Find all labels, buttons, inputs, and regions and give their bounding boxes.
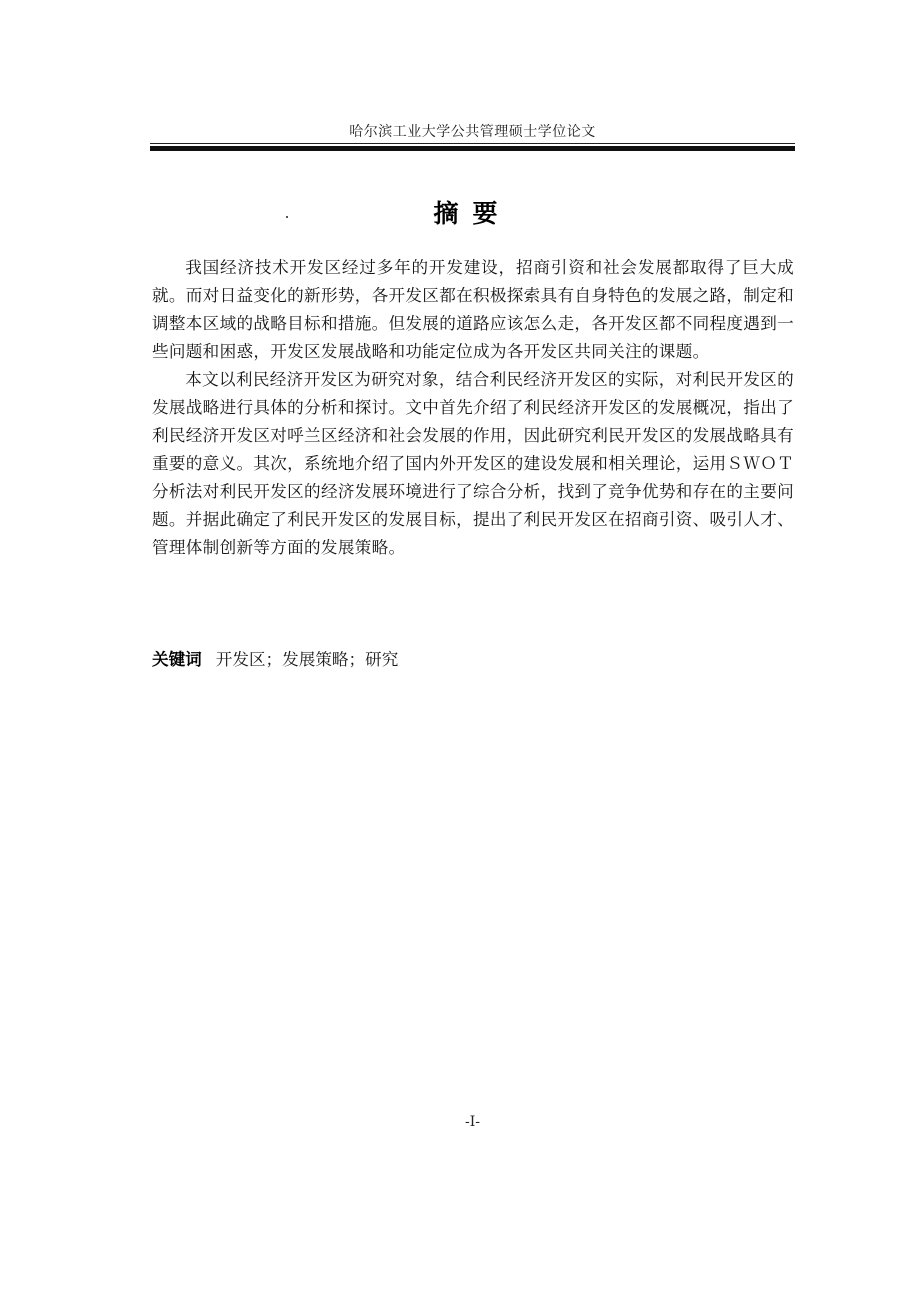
page-number: -I- xyxy=(465,1114,480,1130)
keywords-label: 关键词 xyxy=(152,649,202,669)
abstract-title: 摘要 xyxy=(433,199,512,228)
header-rule-thin xyxy=(150,143,795,144)
running-header-title: 哈尔滨工业大学公共管理硕士学位论文 xyxy=(349,124,596,140)
keywords-value: 开发区；发展策略；研究 xyxy=(215,650,399,669)
keywords-line xyxy=(152,645,794,674)
abstract-paragraph-1: 我国经济技术开发区经过多年的开发建设，招商引资和社会发展都取得了巨大成就。而对日益变化的新形势，各开发区都在积极探索具有自身特色的发展之路，制定和调整本区域的战略目标和措施。但发展的道路应该怎么走，各开发区都不同程度遇到一些问题和困惑，开发区发展战略和功能定位成为各开发区共同关注的课题。 xyxy=(152,258,794,361)
header-rule-thick xyxy=(150,146,795,151)
abstract-paragraph-2: 本文以利民经济开发区为研究对象，结合利民经济开发区的实际，对利民开发区的发展战略进行具体的分析和探讨。文中首先介绍了利民经济开发区的发展概况，指出了利民经济开发区对呼兰区经济和社会发展的作用，因此研究利民开发区的发展战略具有重要的意义。其次，系统地介绍了国内外开发区的建设发展和相关理论，运用ＳＷＯＴ分析法对利民开发区的经济发展环境进行了综合分析，找到了竞争优势和存在的主要问题。并据此确定了利民开发区的发展目标，提出了利民开发区在招商引资、吸引人才、管理体制创新等方面的发展策略。 xyxy=(152,370,794,557)
abstract-body xyxy=(152,254,794,562)
